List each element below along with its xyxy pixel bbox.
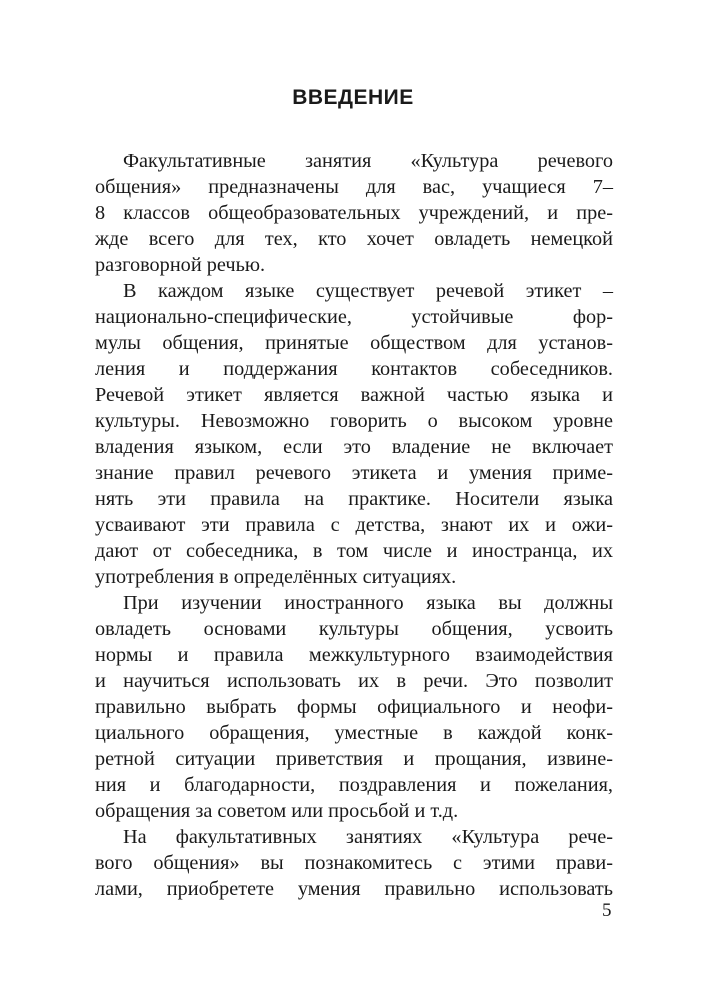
text-line: жде всего для тех, кто хочет овладеть немецкой (95, 228, 613, 250)
text-line: дают от собеседника, в том числе и иностранца, их (95, 540, 613, 562)
text-line: общения» предназначены для вас, учащиеся 7– (95, 176, 613, 198)
paragraph (95, 590, 613, 824)
text-line: мулы общения, принятые обществом для установ- (95, 332, 613, 354)
text-line: культуры. Невозможно говорить о высоком уровне (95, 410, 613, 432)
text-line: Речевой этикет является важной частью языка и (95, 384, 613, 406)
page-title: ВВЕДЕНИЕ (292, 86, 414, 109)
text-line: обращения за советом или просьбой и т.д. (95, 800, 459, 822)
text-line: ретной ситуации приветствия и прощания, извине- (95, 748, 613, 770)
text-line: В каждом языке существует речевой этикет – (123, 280, 613, 302)
text-line: правильно выбрать формы официального и неофи- (95, 696, 613, 718)
text-line: знание правил речевого этикета и умения приме- (95, 462, 613, 484)
text-line: нять эти правила на практике. Носители языка (95, 488, 613, 510)
text-line: нормы и правила межкультурного взаимодействия (95, 644, 613, 666)
text-line: усваивают эти правила с детства, знают их и ожи- (95, 514, 613, 536)
text-line: употребления в определённых ситуациях. (95, 566, 457, 588)
text-line: вого общения» вы познакомитесь с этими прави- (95, 852, 613, 874)
text-line: и научиться использовать их в речи. Это позволит (95, 670, 613, 692)
paragraph (95, 148, 613, 278)
text-line: Факультативные занятия «Культура речевого (123, 150, 613, 172)
text-line: ления и поддержания контактов собеседников. (95, 358, 613, 380)
text-line: разговорной речью. (95, 254, 266, 276)
text-line: национально-специфические, устойчивые фор- (95, 306, 613, 328)
text-line: лами, приобретете умения правильно использовать (95, 878, 613, 900)
paragraph (95, 278, 613, 590)
text-line: ния и благодарности, поздравления и пожелания, (95, 774, 613, 796)
text-line: циального обращения, уместные в каждой конк- (95, 722, 613, 744)
text-line: На факультативных занятиях «Культура рече- (123, 826, 613, 848)
text-line: 8 классов общеобразовательных учреждений, и пре- (95, 202, 613, 224)
page-number: 5 (602, 900, 612, 921)
text-line: При изучении иностранного языка вы должны (123, 592, 613, 614)
body-text (95, 148, 613, 902)
text-line: овладеть основами культуры общения, усвоить (95, 618, 613, 640)
text-line: владения языком, если это владение не включает (95, 436, 613, 458)
paragraph (95, 824, 613, 902)
